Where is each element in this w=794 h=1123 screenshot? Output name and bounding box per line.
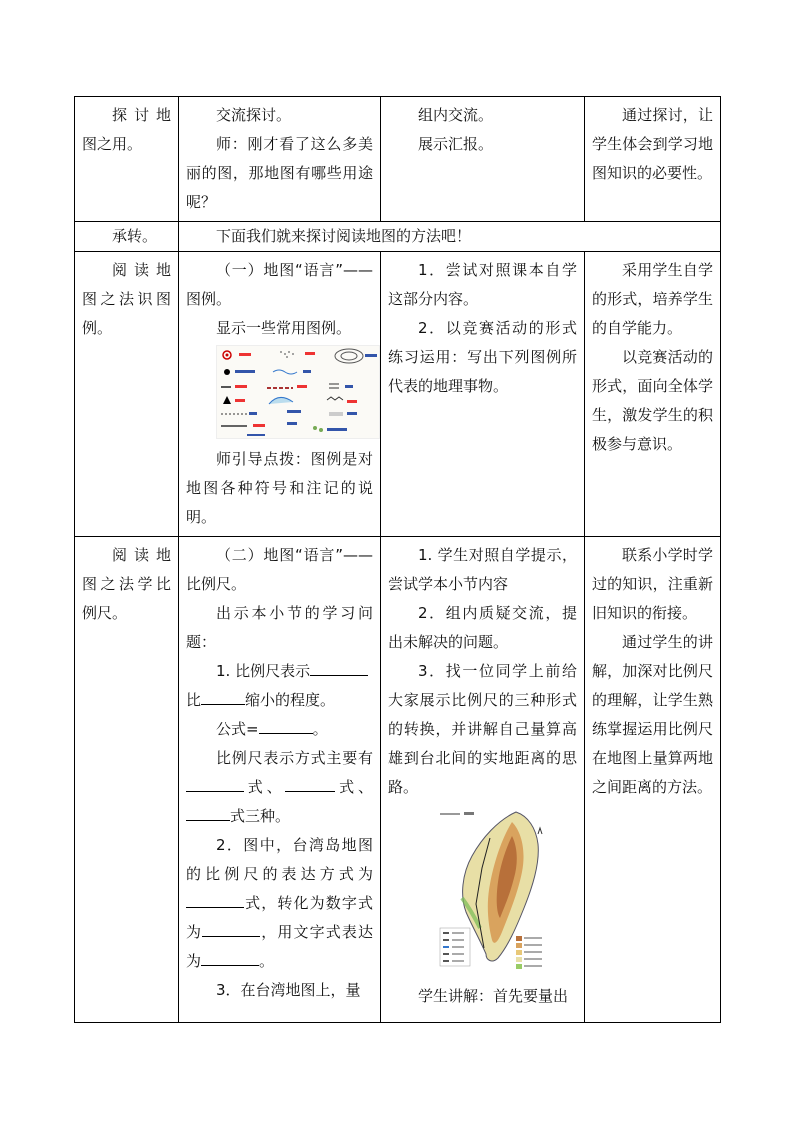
fill-blank[interactable] [285,776,335,792]
fill-blank[interactable] [186,892,244,908]
table-row [75,537,721,1023]
fill-blank[interactable] [201,950,259,966]
student-cell: 1. 学生对照自学提示，尝试学本小节内容 2．组内质疑交流，提出未解决的问题。 3．找一位同学上前给大家展示比例尺的三种形式的转换，并讲解自己量算高雄到台北间的实地距离的思路。 学生讲解：首先要量出 [381,537,585,1023]
transition-cell: 下面我们就来探讨阅读地图的方法吧！ [179,222,721,252]
table-row [75,252,721,537]
fill-blank[interactable] [201,689,245,705]
teacher-cell: （一）地图“语言”——图例。 显示一些常用图例。 师引导点拨：图例是对地图各种符号和注记的说明。 [179,252,381,537]
teacher-cell: （二）地图“语言”——比例尺。 出示本小节的学习问题： 1. 比例尺表示 比 缩小的程度。 公式= 。 比例尺表示方式主要有式、 式、式三种。 2．图中，台湾岛地图的比例尺的表达方式为式，转化为数字式为 ，用文字式表达为 。 3．在台湾地图上，量 [179,537,381,1023]
taiwan-map-image [432,808,550,978]
stage-cell: 阅读地图之法识图例。 [75,252,179,537]
student-cell: 1．尝试对照课本自学这部分内容。 2．以竞赛活动的形式练习运用：写出下列图例所代表的地理事物。 [381,252,585,537]
taiwan-map-graphic [432,808,550,978]
fill-blank[interactable] [202,921,260,937]
stage-cell: 阅读地图之法学比例尺。 [75,537,179,1023]
fill-blank[interactable] [259,718,313,734]
fill-blank[interactable] [186,776,244,792]
intent-cell: 通过探讨，让学生体会到学习地图知识的必要性。 [585,97,721,222]
fill-blank[interactable] [310,660,368,676]
teacher-cell: 交流探讨。 师：刚才看了这么多美丽的图，那地图有哪些用途呢？ [179,97,381,222]
student-cell: 组内交流。 展示汇报。 [381,97,585,222]
intent-cell: 联系小学时学过的知识，注重新旧知识的衔接。 通过学生的讲解，加深对比例尺的理解，让学生熟练掌握运用比例尺在地图上量算两地之间距离的方法。 [585,537,721,1023]
table-row [75,222,721,252]
intent-cell: 采用学生自学的形式，培养学生的自学能力。 以竞赛活动的形式，面向全体学生，激发学生的积极参与意识。 [585,252,721,537]
table-row [75,97,721,222]
stage-cell: 探讨地图之用。 [75,97,179,222]
stage-cell: 承转。 [75,222,179,252]
fill-blank[interactable] [186,805,230,821]
lesson-plan-table [74,96,721,1023]
legend-symbols-graphic [217,346,379,438]
map-legend-image [216,345,380,439]
